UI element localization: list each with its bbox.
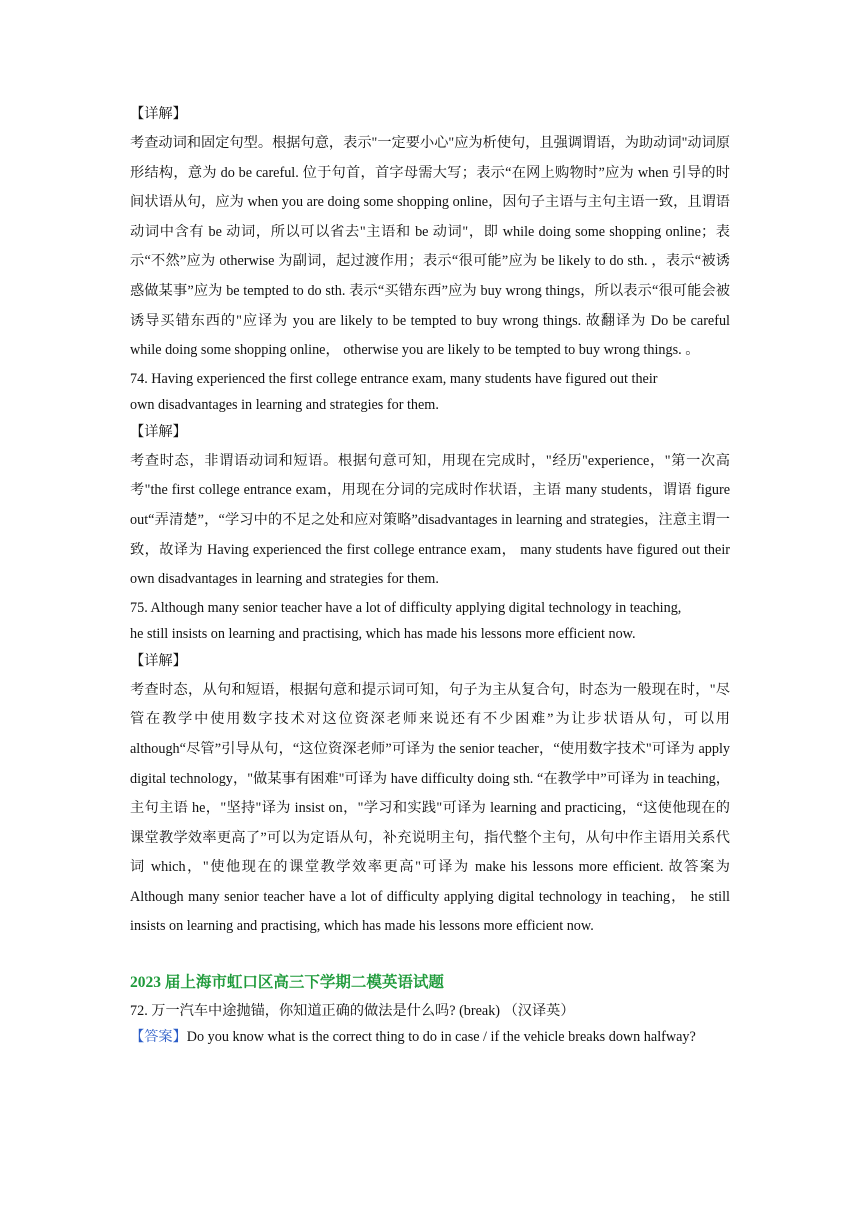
detail-heading: 【详解】 xyxy=(130,106,187,122)
section-gap xyxy=(130,942,730,968)
answer-line xyxy=(130,1024,730,1050)
detail-heading: 【详解】 xyxy=(130,652,187,669)
question-72-line: 72. 万一汽车中途抛锚，你知道正确的做法是什么吗? (break) （汉译英） xyxy=(130,1003,575,1020)
explanation-paragraph: 考查动词和固定句型。根据句意，表示"一定要小心"应为析使句，且强调谓语，为助动词"动词原形结构，意为 do be careful. 位于句首，首字母需大写；表示“在网上购物时”应为 when 引导的时间状语从句，应为 when you are doing some shopping online，因句子主语与主句主语一致，且谓语动词中含有 be 动词，所以可以省去"主语和 be 动词"，即 while doing some shopping online；表示“不然”应为 otherwise 为副词，起过渡作用；表示“很可能”应为 be likely to do sth. ，表示“被诱惑做某事”应为 be tempted to do sth. 表示“买错东西”应为 buy wrong things，所以表示“很可能会被诱导买错东西的"应译为 you are likely to be tempted to buy wrong things. 故翻译为 Do be careful while doing some shopping online， otherwise you are likely to be tempted to buy wrong things. 。 xyxy=(130,135,730,359)
question-74-line: 74. Having experienced the first college entrance exam, many students have figured out their xyxy=(130,370,658,387)
section-title: 2023 届上海市虹口区高三下学期二模英语试题 xyxy=(130,974,444,992)
question-74-line: own disadvantages in learning and strategies for them. xyxy=(130,396,439,413)
question-75-line: 75. Although many senior teacher have a lot of difficulty applying digital technology in teaching, xyxy=(130,599,682,616)
document-page xyxy=(130,100,730,1050)
question-75-line: he still insists on learning and practising, which has made his lessons more efficient now. xyxy=(130,625,636,642)
explanation-paragraph: 考查时态，从句和短语，根据句意和提示词可知，句子为主从复合句，时态为一般现在时，"尽管在教学中使用数字技术对这位资深老师来说还有不少困难”为让步状语从句，可以用 although“尽管”引导从句，“这位资深老师”可译为 the senior teacher，“使用数字技术"可译为 apply digital technology，"做某事有困难"可译为 have difficulty doing sth. “在教学中”可译为 in teaching，主句主语 he，"坚持"译为 insist on，"学习和实践"可译为 learning and practicing，“这使他现在的课堂教学效率更高了”可以为定语从句，补充说明主句，指代整个主句，从句中作主语用关系代词 which，"使他现在的课堂教学效率更高"可译为 make his lessons more efficient. 故答案为 Although many senior teacher have a lot of difficulty applying digital technology in teaching， he still insists on learning and practising, which has made his lessons more efficient now. xyxy=(130,681,730,935)
detail-heading: 【详解】 xyxy=(130,423,187,440)
answer-tag: 【答案】 xyxy=(130,1029,187,1046)
explanation-paragraph: 考查时态，非谓语动词和短语。根据句意可知，用现在完成时，"经历"experience，"第一次高考"the first college entrance exam，用现在分词的完成时作状语，主语 many students，谓语 figure out“弄清楚”，“学习中的不足之处和应对策略”disadvantages in learning and strategies，注意主谓一致，故译为 Having experienced the first college entrance exam， many students have figured out their own disadvantages in learning and strategies for them. xyxy=(130,452,730,588)
answer-text: Do you know what is the correct thing to do in case / if the vehicle breaks down halfway? xyxy=(186,1029,696,1046)
